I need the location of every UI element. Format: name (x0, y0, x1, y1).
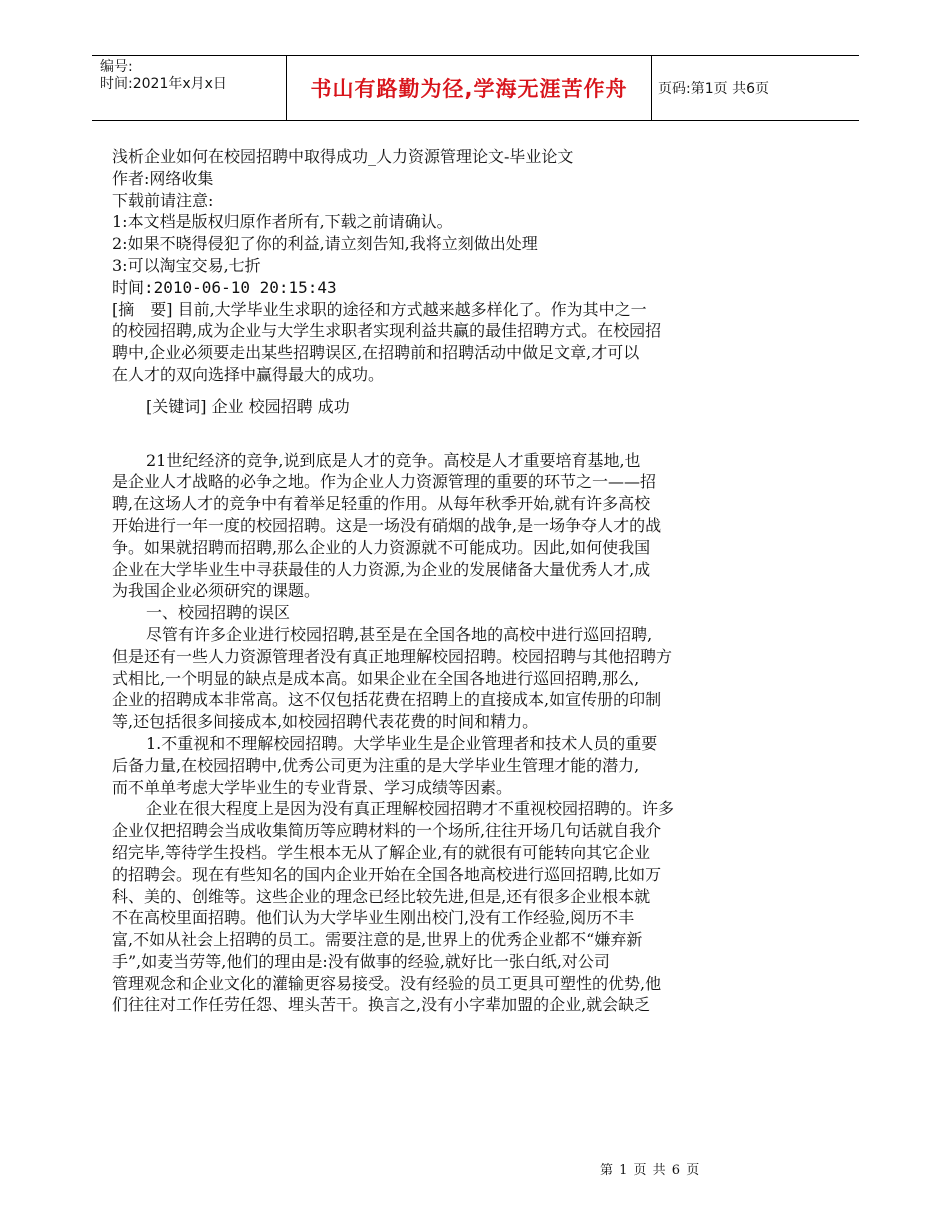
notice-title: 下载前请注意: (112, 190, 214, 210)
paragraph-line: 富,不如从社会上招聘的员工。需要注意的是,世界上的优秀企业都不“嫌弃新 (112, 930, 643, 950)
paragraph-line: 但是还有一些人力资源管理者没有真正地理解校园招聘。校园招聘与其他招聘方 (112, 646, 673, 666)
header-page-cell (652, 56, 860, 121)
notice-line: 3:可以淘宝交易,七折 (112, 255, 261, 275)
paragraph-line: 1.不重视和不理解校园招聘。大学毕业生是企业管理者和技术人员的重要 (146, 733, 658, 753)
paragraph-line: 企业在大学毕业生中寻获最佳的人力资源,为企业的发展储备大量优秀人才,成 (112, 559, 651, 579)
paragraph-line: 而不单单考虑大学毕业生的专业背景、学习成绩等因素。 (112, 777, 513, 797)
document-timestamp: 时间:2010-06-10 20:15:43 (112, 277, 337, 297)
paragraph-line: 聘,在这场人才的竞争中有着举足轻重的作用。从每年秋季开始,就有许多高校 (112, 494, 651, 514)
keywords: [关键词] 企业 校园招聘 成功 (146, 396, 350, 416)
document-time: 时间:2021年x月x日 (100, 76, 227, 92)
notice-line: 2:如果不晓得侵犯了你的利益,请立刻告知,我将立刻做出处理 (112, 234, 538, 254)
notice-line: 1:本文档是版权归原作者所有,下载之前请确认。 (112, 212, 453, 232)
paragraph-line: 企业仅把招聘会当成收集简历等应聘材料的一个场所,往往开场几句话就自我介 (112, 821, 662, 841)
paragraph-line: 手”,如麦当劳等,他们的理由是:没有做事的经验,就好比一张白纸,对公司 (112, 951, 610, 971)
document-number: 编号: (100, 59, 133, 75)
abstract-line: 在人才的双向选择中赢得最大的成功。 (112, 364, 385, 384)
paragraph-line: 21世纪经济的竞争,说到底是人才的竞争。高校是人才重要培育基地,也 (146, 450, 641, 470)
abstract-line: [摘 要] 目前,大学毕业生求职的途径和方式越来越多样化了。作为其中之一 (112, 299, 647, 319)
paragraph-line: 尽管有许多企业进行校园招聘,甚至是在全国各地的高校中进行巡回招聘, (146, 624, 653, 644)
page-footer: 第 1 页 共 6 页 (600, 1163, 701, 1178)
header-motto: 书山有路勤为径,学海无涯苦作舟 (310, 77, 628, 101)
paragraph-line: 开始进行一年一度的校园招聘。这是一场没有硝烟的战争,是一场争夺人才的战 (112, 515, 662, 535)
paragraph-line: 等,还包括很多间接成本,如校园招聘代表花费的时间和精力。 (112, 712, 539, 732)
header-page-number: 页码:第1页 共6页 (658, 81, 769, 97)
document-author: 作者:网络收集 (112, 168, 214, 188)
paragraph-line: 争。如果就招聘而招聘,那么企业的人力资源就不可能成功。因此,如何使我国 (112, 537, 651, 557)
paragraph-line: 式相比,一个明显的缺点是成本高。如果企业在全国各地进行巡回招聘,那么, (112, 668, 640, 688)
page-header (92, 55, 859, 121)
abstract-line: 聘中,企业必须要走出某些招聘误区,在招聘前和招聘活动中做足文章,才可以 (112, 343, 640, 363)
document-body (112, 146, 768, 1016)
paragraph-line: 不在高校里面招聘。他们认为大学毕业生刚出校门,没有工作经验,阅历不丰 (112, 908, 635, 928)
header-meta (92, 56, 287, 121)
paragraph (112, 798, 768, 1016)
abstract (112, 299, 768, 386)
paragraph-line: 绍完毕,等待学生投档。学生根本无从了解企业,有的就很有可能转向其它企业 (112, 842, 651, 862)
paragraph-line: 企业的招聘成本非常高。这不仅包括花费在招聘上的直接成本,如宣传册的印制 (112, 690, 662, 710)
paragraph (112, 733, 768, 798)
paragraph-line: 们往往对工作任劳任怨、埋头苦干。换言之,没有小字辈加盟的企业,就会缺乏 (112, 995, 651, 1015)
paragraph-line: 科、美的、创维等。这些企业的理念已经比较先进,但是,还有很多企业根本就 (112, 886, 651, 906)
header-motto-cell (287, 56, 652, 121)
paragraph-line: 的招聘会。现在有些知名的国内企业开始在全国各地高校进行巡回招聘,比如万 (112, 864, 662, 884)
paragraph-line: 是企业人才战略的必争之地。作为企业人力资源管理的重要的环节之一——招 (112, 472, 657, 492)
paragraph-line: 管理观念和企业文化的灌输更容易接受。没有经验的员工更具可塑性的优势,他 (112, 973, 662, 993)
paragraph-line: 企业在很大程度上是因为没有真正理解校园招聘才不重视校园招聘的。许多 (146, 799, 675, 819)
document-title: 浅析企业如何在校园招聘中取得成功_人力资源管理论文-毕业论文 (112, 147, 574, 166)
paragraph (112, 624, 768, 733)
paragraph (112, 450, 768, 603)
section-heading: 一、校园招聘的误区 (146, 603, 291, 623)
paragraph-line: 后备力量,在校园招聘中,优秀公司更为注重的是大学毕业生管理才能的潜力, (112, 755, 640, 775)
abstract-line: 的校园招聘,成为企业与大学生求职者实现利益共赢的最佳招聘方式。在校园招 (112, 321, 662, 341)
paragraph-line: 为我国企业必须研究的课题。 (112, 581, 321, 601)
